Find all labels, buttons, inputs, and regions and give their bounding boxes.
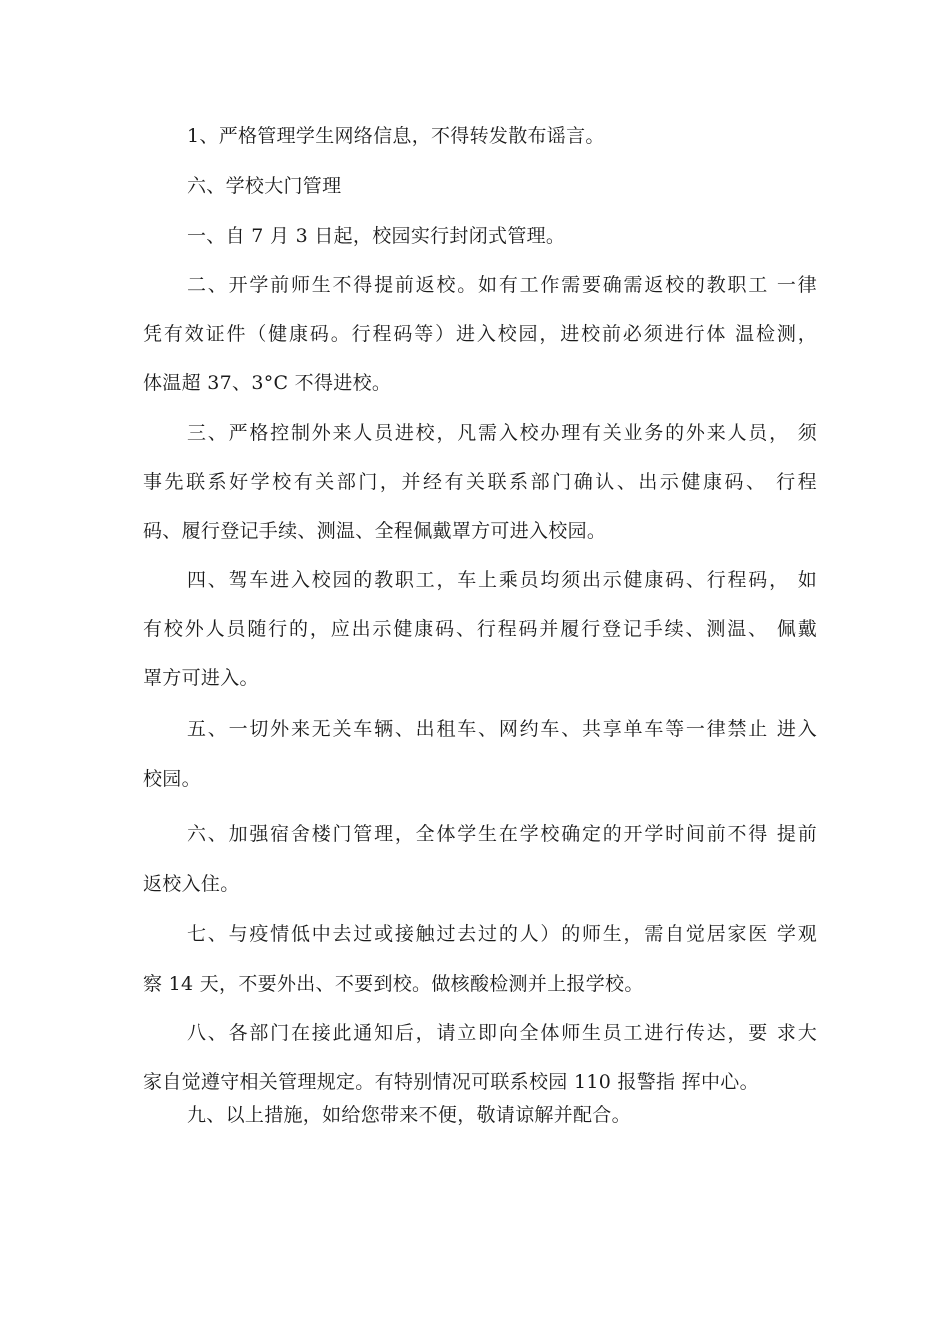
section-heading: 六、学校大门管理 — [187, 175, 342, 197]
paragraph-line: 九、以上措施，如给您带来不便，敬请谅解并配合。 — [187, 1104, 631, 1126]
paragraph-line: 1、严格管理学生网络信息，不得转发散布谣言。 — [187, 125, 605, 147]
paragraph-line: 凭有效证件（健康码。行程码等）进入校园，进校前必须进行体 温检测， — [143, 323, 817, 345]
paragraph-line: 返校入住。 — [143, 873, 240, 895]
paragraph-line: 体温超 37、3°C 不得进校。 — [143, 372, 392, 394]
paragraph-line: 八、各部门在接此通知后，请立即向全体师生员工进行传达，要 求大 — [187, 1022, 817, 1044]
paragraph-line: 家自觉遵守相关管理规定。有特别情况可联系校园 110 报警指 挥中心。 — [143, 1071, 759, 1093]
paragraph-line: 二、开学前师生不得提前返校。如有工作需要确需返校的教职工 一律 — [187, 274, 817, 296]
paragraph-line: 四、驾车进入校园的教职工，车上乘员均须出示健康码、行程码， 如 — [187, 569, 817, 591]
paragraph-line: 七、与疫情低中去过或接触过去过的人）的师生，需自觉居家医 学观 — [187, 923, 817, 945]
paragraph-line: 有校外人员随行的，应出示健康码、行程码并履行登记手续、测温、 佩戴 — [143, 618, 817, 640]
paragraph-line: 察 14 天，不要外出、不要到校。做核酸检测并上报学校。 — [143, 973, 644, 995]
paragraph-line: 六、加强宿舍楼门管理，全体学生在学校确定的开学时间前不得 提前 — [187, 823, 817, 845]
paragraph-line: 三、严格控制外来人员进校，凡需入校办理有关业务的外来人员， 须 — [187, 422, 817, 444]
paragraph-line: 事先联系好学校有关部门，并经有关联系部门确认、出示健康码、 行程 — [143, 471, 817, 493]
paragraph-line: 校园。 — [143, 768, 201, 790]
paragraph-line: 五、一切外来无关车辆、出租车、网约车、共享单车等一律禁止 进入 — [187, 718, 817, 740]
paragraph-line: 罩方可进入。 — [143, 667, 259, 689]
paragraph-line: 码、履行登记手续、测温、全程佩戴罩方可进入校园。 — [143, 520, 607, 542]
paragraph-line: 一、自 7 月 3 日起，校园实行封闭式管理。 — [187, 225, 566, 247]
